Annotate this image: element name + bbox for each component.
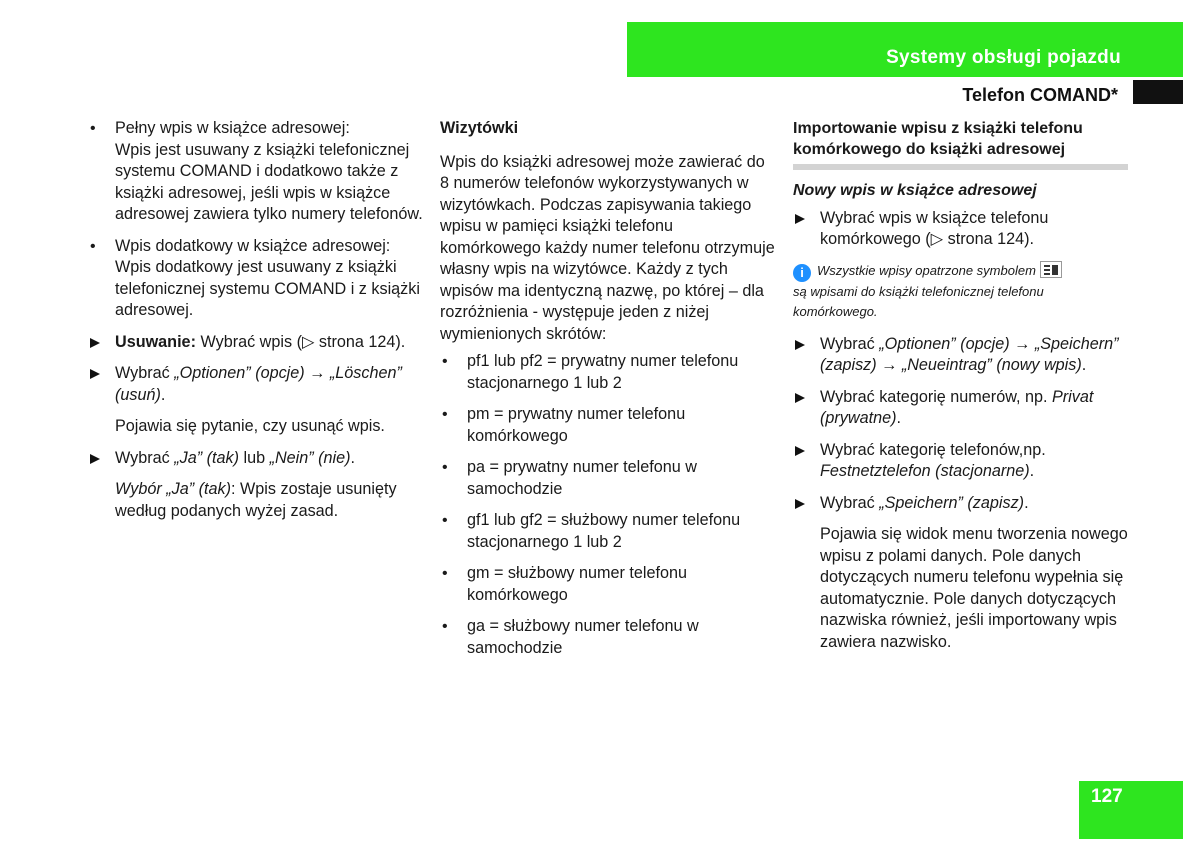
step-item (793, 334, 1128, 377)
result-option: Wybór „Ja” (tak) (115, 480, 232, 498)
item-title: • Wpis dodatkowy w książce adresowej: (115, 236, 391, 255)
step-punct: . (896, 409, 901, 427)
step-punct: . (1024, 493, 1029, 512)
step-text: Wybrać kategorię telefonów,np. (820, 440, 1046, 459)
step-punct: . (160, 385, 166, 404)
step-item (88, 332, 423, 354)
list-item: • gm = służbowy numer telefonu komórkowego (440, 563, 775, 606)
step-text: lub (238, 448, 270, 467)
step-item (88, 363, 423, 406)
page-subtitle: Telefon COMAND* (962, 85, 1118, 105)
item-text: Wpis jest usuwany z książki telefonicznej systemu COMAND i dodatkowo także z książki adresowej, jeśli wpis w książce adresowej zawiera tylko numery telefonów. (115, 140, 423, 223)
step-punct: . (350, 448, 356, 467)
intro-paragraph: Wpis do książki adresowej może zawierać do 8 numerów telefonów wykorzystywanych w wizytówkach. Podczas zapisywania takiego wpisu w pamięci książki telefonu komórkowego każdy numer telefonu otrzymuje własny wpis na wizytówce. Każdy z tych wpisów ma identyczną nazwę, po której – dla rozróżnienia - występuje jeden z niżej wymienionych skrótów: (440, 152, 775, 343)
page-number: 127 (1091, 786, 1123, 807)
step-label: Usuwanie: (115, 332, 196, 351)
list-item (88, 236, 423, 322)
info-icon: i (793, 264, 811, 282)
step-text: Wybrać wpis (▷ strona 124). (200, 332, 406, 351)
info-note (793, 261, 1128, 322)
section-title: Systemy obsługi pojazdu (886, 47, 1121, 68)
column-middle (440, 118, 775, 669)
step-item (793, 387, 1128, 430)
step-result: Pojawia się widok menu tworzenia nowego wpisu z polami danych. Pole danych dotyczących numeru telefonu wypełnia się automatycznie. Pole danych dotyczących nazwiska również, jeśli importowany wpis zawiera nazwisko. (820, 525, 1128, 651)
item-title: • Pełny wpis w książce adresowej: (115, 119, 350, 137)
step-text: Wybrać (115, 448, 175, 467)
step-menu-path: „Optionen” (opcje) → „Löschen” (usuń) (115, 364, 402, 404)
step-option: Privat (prywatne) (820, 387, 1094, 427)
result-text: : Wpis zostaje usunięty według podanych wyżej zasad. (115, 480, 397, 520)
list-item: • pf1 lub pf2 = prywatny numer telefonu stacjonarnego 1 lub 2 (440, 351, 775, 394)
phonebook-symbol-icon (1040, 261, 1062, 278)
header-marker (1133, 80, 1183, 104)
column-left (88, 118, 423, 532)
step-result (88, 479, 423, 522)
step-option: „Nein” (nie) (269, 448, 351, 467)
step-item (793, 493, 1128, 515)
section-header-bar (627, 22, 1183, 77)
list-item: • pa = prywatny numer telefonu w samochodzie (440, 457, 775, 500)
step-text: Wybrać (115, 364, 175, 382)
list-item: • pm = prywatny numer telefonu komórkowego (440, 404, 775, 447)
step-text: Wybrać kategorię numerów, np. (820, 387, 1052, 406)
step-punct: . (1029, 462, 1035, 480)
step-option: „Speichern” (zapisz) (879, 493, 1025, 512)
step-option: Festnetztelefon (stacjonarne) (820, 462, 1030, 480)
step-text: Wybrać (820, 334, 880, 353)
item-text: Wpis dodatkowy jest usuwany z książki telefonicznej systemu COMAND i z książki adresowej. (115, 258, 420, 319)
section-heading: Wizytówki (440, 119, 519, 137)
info-text: Wszystkie wpisy opatrzone symbolem (817, 262, 1036, 278)
step-item (88, 448, 423, 470)
page-number-box (1079, 781, 1183, 839)
step-option: „Ja” (tak) (174, 448, 239, 467)
step-punct: . (1081, 356, 1087, 374)
step-result: Pojawia się pytanie, czy usunąć wpis. (115, 417, 385, 435)
info-text: są wpisami do książki telefonicznej telefonu komórkowego. (793, 283, 1044, 319)
column-right (793, 118, 1128, 663)
section-heading: Importowanie wpisu z książki telefonu komórkowego do książki adresowej (793, 118, 1128, 170)
subsection-heading: Nowy wpis w książce adresowej (793, 182, 1037, 199)
step-item (793, 440, 1128, 483)
list-item: • ga = służbowy numer telefonu w samochodzie (440, 616, 775, 659)
step-item: Wybrać wpis w książce telefonu komórkowego (▷ strona 124). (793, 208, 1128, 251)
list-item: • gf1 lub gf2 = służbowy numer telefonu stacjonarnego 1 lub 2 (440, 510, 775, 553)
step-menu-path: „Optionen” (opcje) → „Speichern” (zapisz) → „Neueintrag” (nowy wpis) (820, 334, 1119, 374)
step-text: Wybrać (820, 493, 880, 512)
list-item (88, 118, 423, 226)
